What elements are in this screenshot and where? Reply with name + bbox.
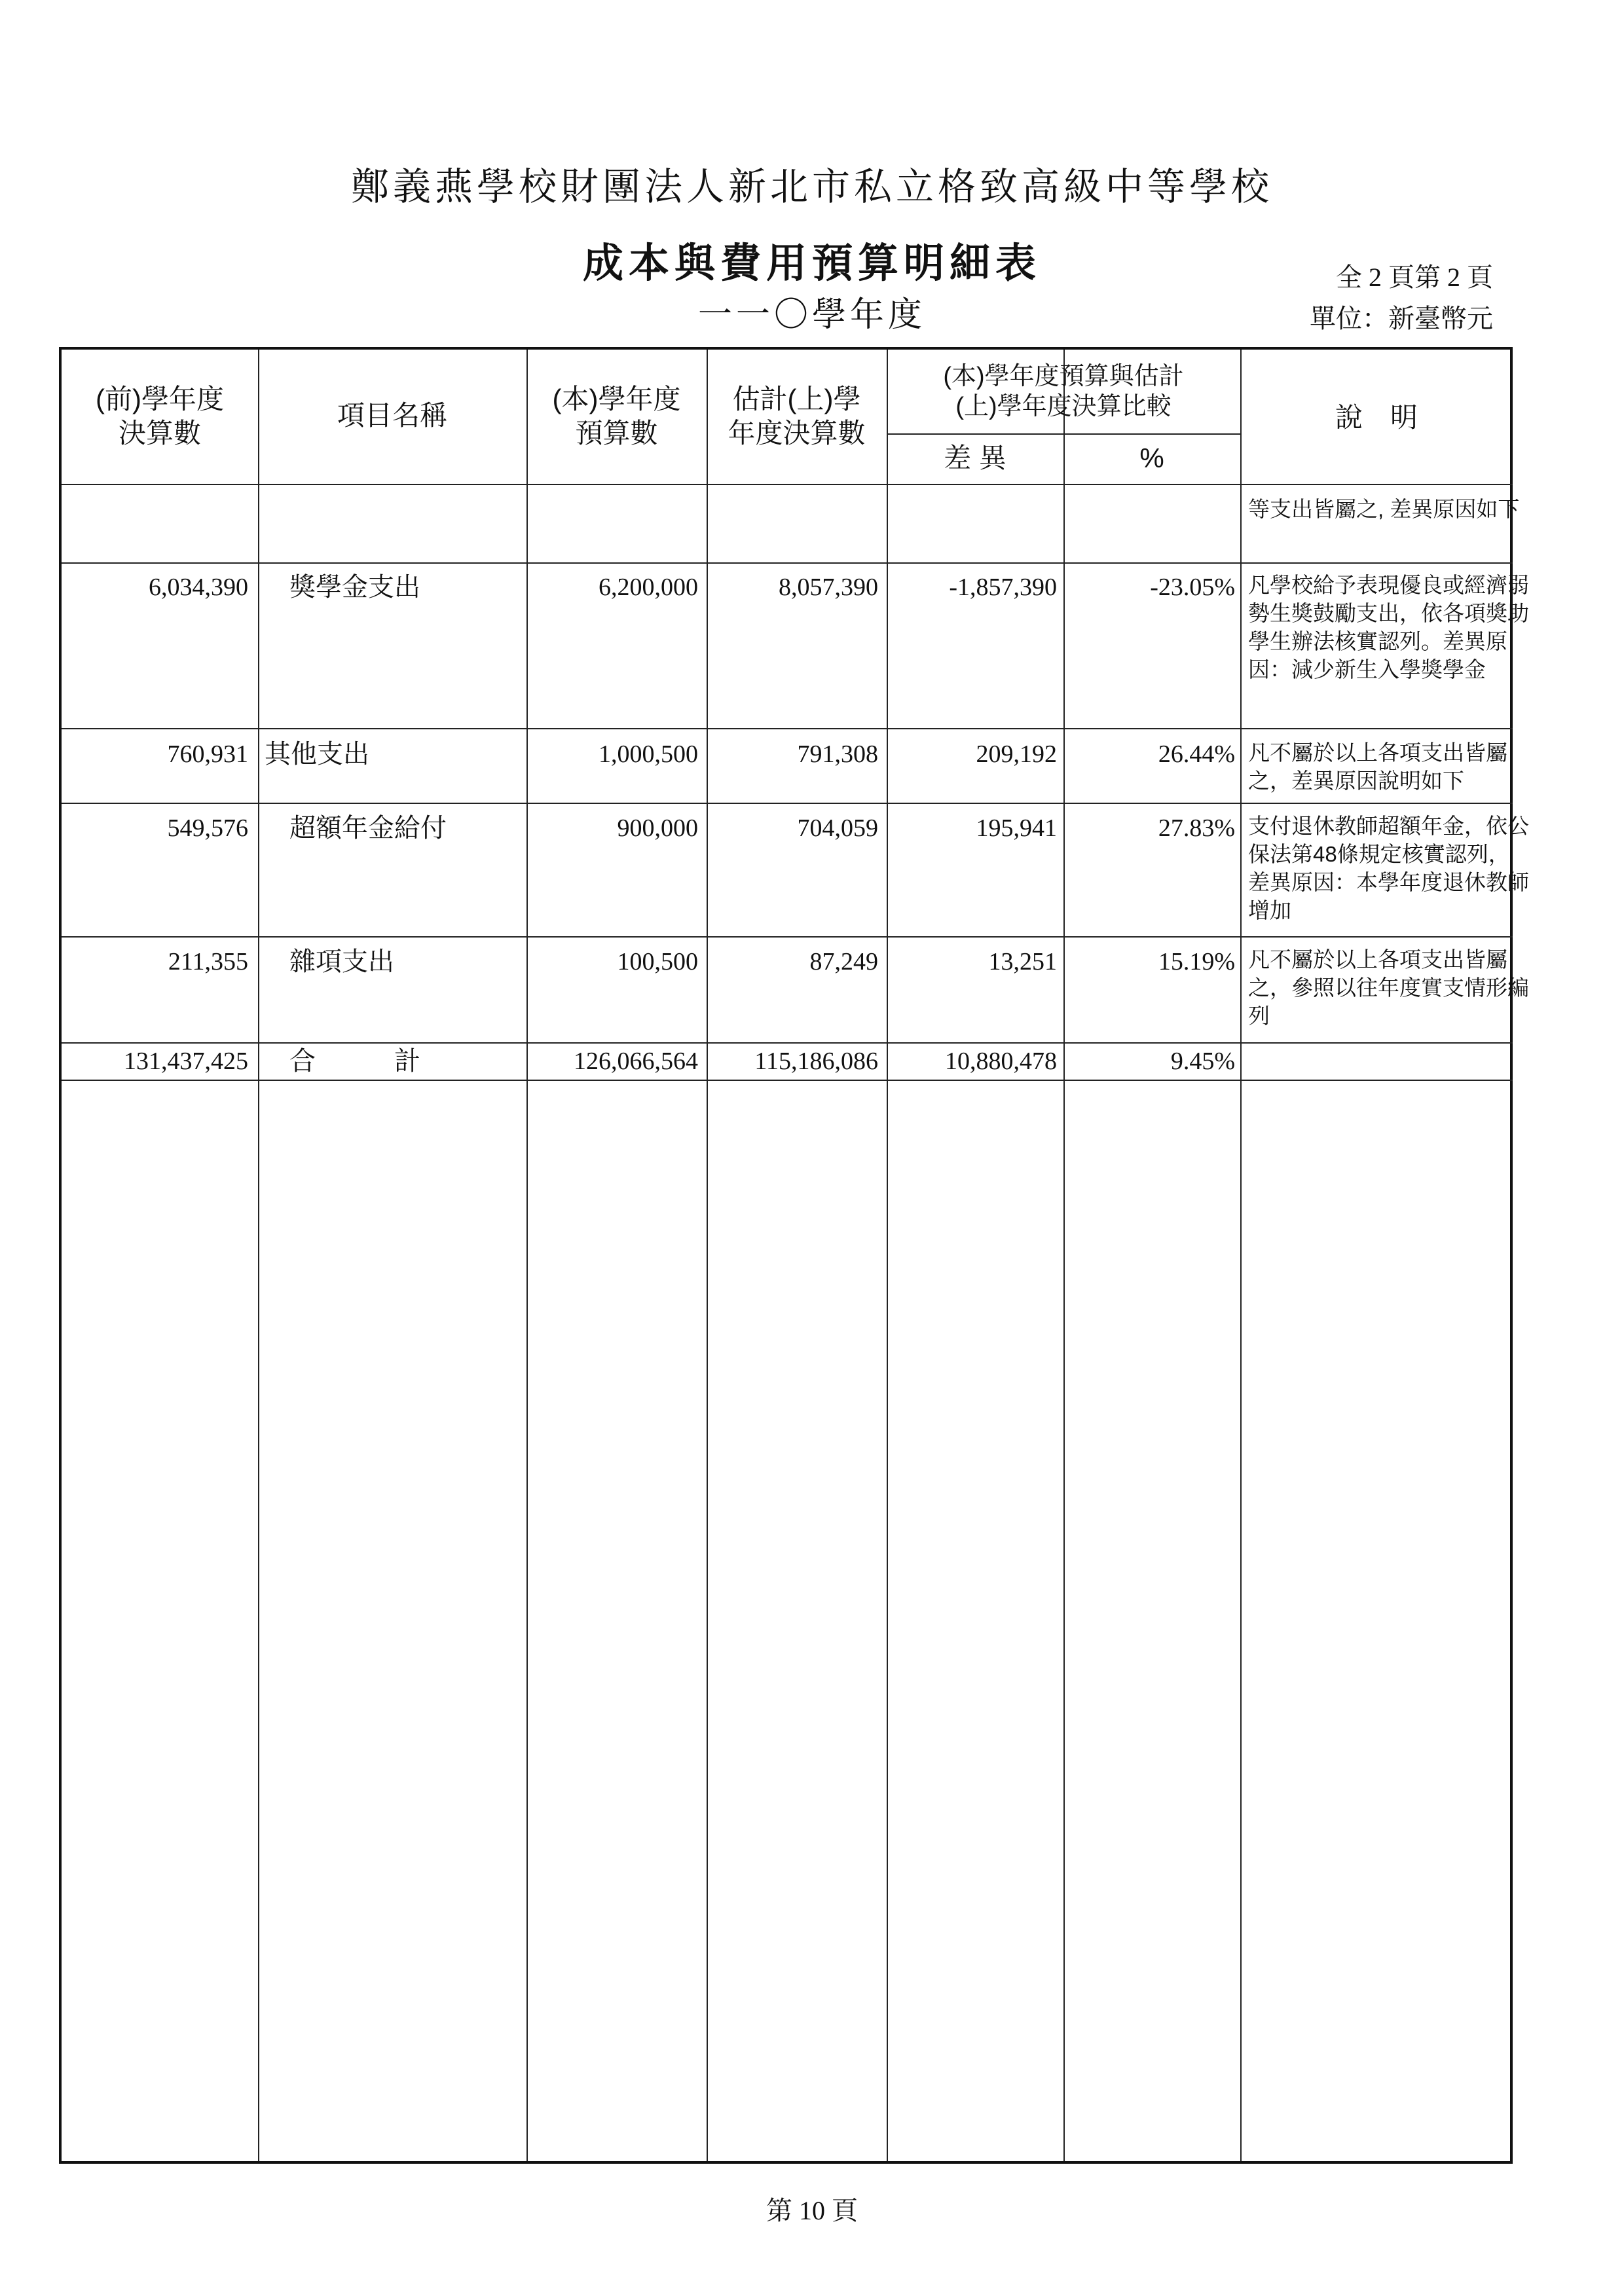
row-prev-actual: 549,576 (167, 814, 248, 842)
row-diff: 195,941 (976, 814, 1057, 842)
school-year: 一一〇學年度 (697, 295, 926, 335)
report-title: 成本與費用預算明細表 (582, 239, 1041, 287)
row-item-name: 超額年金給付 (289, 814, 447, 843)
row-pct: 27.83% (1158, 814, 1235, 842)
row-divider (62, 1080, 1513, 1081)
budget-table (59, 347, 1529, 2164)
col-divider (1240, 350, 1242, 2161)
header-subdivider (887, 433, 1240, 435)
total-pct: 9.45% (1170, 1048, 1235, 1075)
col-divider (1063, 350, 1065, 2161)
row-pct: 15.19% (1158, 948, 1235, 975)
header-estimate: 估計(上)學 年度決算數 (728, 384, 866, 448)
row-prev-actual: 211,355 (168, 948, 248, 975)
header-diff: 差 異 (944, 443, 1006, 473)
row-pct: 26.44% (1158, 740, 1235, 768)
page-info: 全 2 頁第 2 頁 (1336, 263, 1493, 292)
header-budget: (本)學年度 預算數 (552, 384, 681, 448)
row-divider (62, 562, 1513, 564)
row-budget: 1,000,500 (599, 740, 698, 768)
row-budget: 6,200,000 (599, 574, 698, 601)
header-compare: (本)學年度預算與估計 (上)學年度決算比較 (943, 363, 1184, 420)
col-divider (707, 350, 708, 2161)
row-budget: 900,000 (617, 814, 698, 842)
row-note: 凡不屬於以上各項支出皆屬之，差異原因說明如下 (1248, 740, 1507, 793)
row-note: 支付退休教師超額年金，依公保法第48條規定核實認列，差異原因：本學年度退休教師增加 (1248, 814, 1529, 922)
row-item-name: 雜項支出 (289, 947, 394, 976)
row-note: 等支出皆屬之, 差異原因如下 (1248, 497, 1520, 521)
currency-unit: 單位：新臺幣元 (1310, 304, 1493, 333)
total-prev-actual: 131,437,425 (124, 1048, 248, 1075)
row-divider (62, 728, 1513, 729)
row-divider (62, 803, 1513, 804)
row-divider (62, 936, 1513, 938)
row-diff: 13,251 (988, 948, 1057, 975)
row-diff: -1,857,390 (949, 574, 1057, 601)
total-diff: 10,880,478 (945, 1048, 1057, 1075)
col-divider (526, 350, 528, 2161)
total-label: 合 計 (289, 1047, 420, 1076)
row-item-name: 其他支出 (265, 740, 369, 769)
header-note: 說 明 (1335, 402, 1418, 433)
header-bottom-line (62, 484, 1513, 485)
header-item-name: 項目名稱 (337, 400, 447, 431)
header-pct: % (1139, 443, 1164, 473)
header-prev-actual: (前)學年度 決算數 (96, 384, 224, 448)
total-budget: 126,066,564 (574, 1048, 698, 1075)
row-prev-actual: 6,034,390 (149, 574, 248, 601)
col-divider (258, 350, 259, 2161)
row-estimate: 8,057,390 (779, 574, 878, 601)
col-divider (887, 350, 888, 2161)
row-note: 凡不屬於以上各項支出皆屬之，參照以往年度實支情形編列 (1248, 947, 1529, 1028)
total-estimate: 115,186,086 (754, 1048, 878, 1075)
row-estimate: 791,308 (797, 740, 878, 768)
row-estimate: 704,059 (797, 814, 878, 842)
row-note: 凡學校給予表現優良或經濟弱勢生獎鼓勵支出，依各項獎助學生辦法核實認列。差異原因：減少新生入學獎學金 (1248, 573, 1529, 682)
row-diff: 209,192 (976, 740, 1057, 768)
row-item-name: 獎學金支出 (289, 573, 420, 602)
org-title: 鄭義燕學校財團法人新北市私立格致高級中等學校 (350, 164, 1273, 209)
row-divider (62, 1042, 1513, 1044)
row-estimate: 87,249 (809, 948, 878, 975)
row-prev-actual: 760,931 (167, 740, 248, 768)
row-budget: 100,500 (617, 948, 698, 975)
page-number: 第 10 頁 (766, 2196, 858, 2225)
row-pct: -23.05% (1150, 574, 1235, 601)
